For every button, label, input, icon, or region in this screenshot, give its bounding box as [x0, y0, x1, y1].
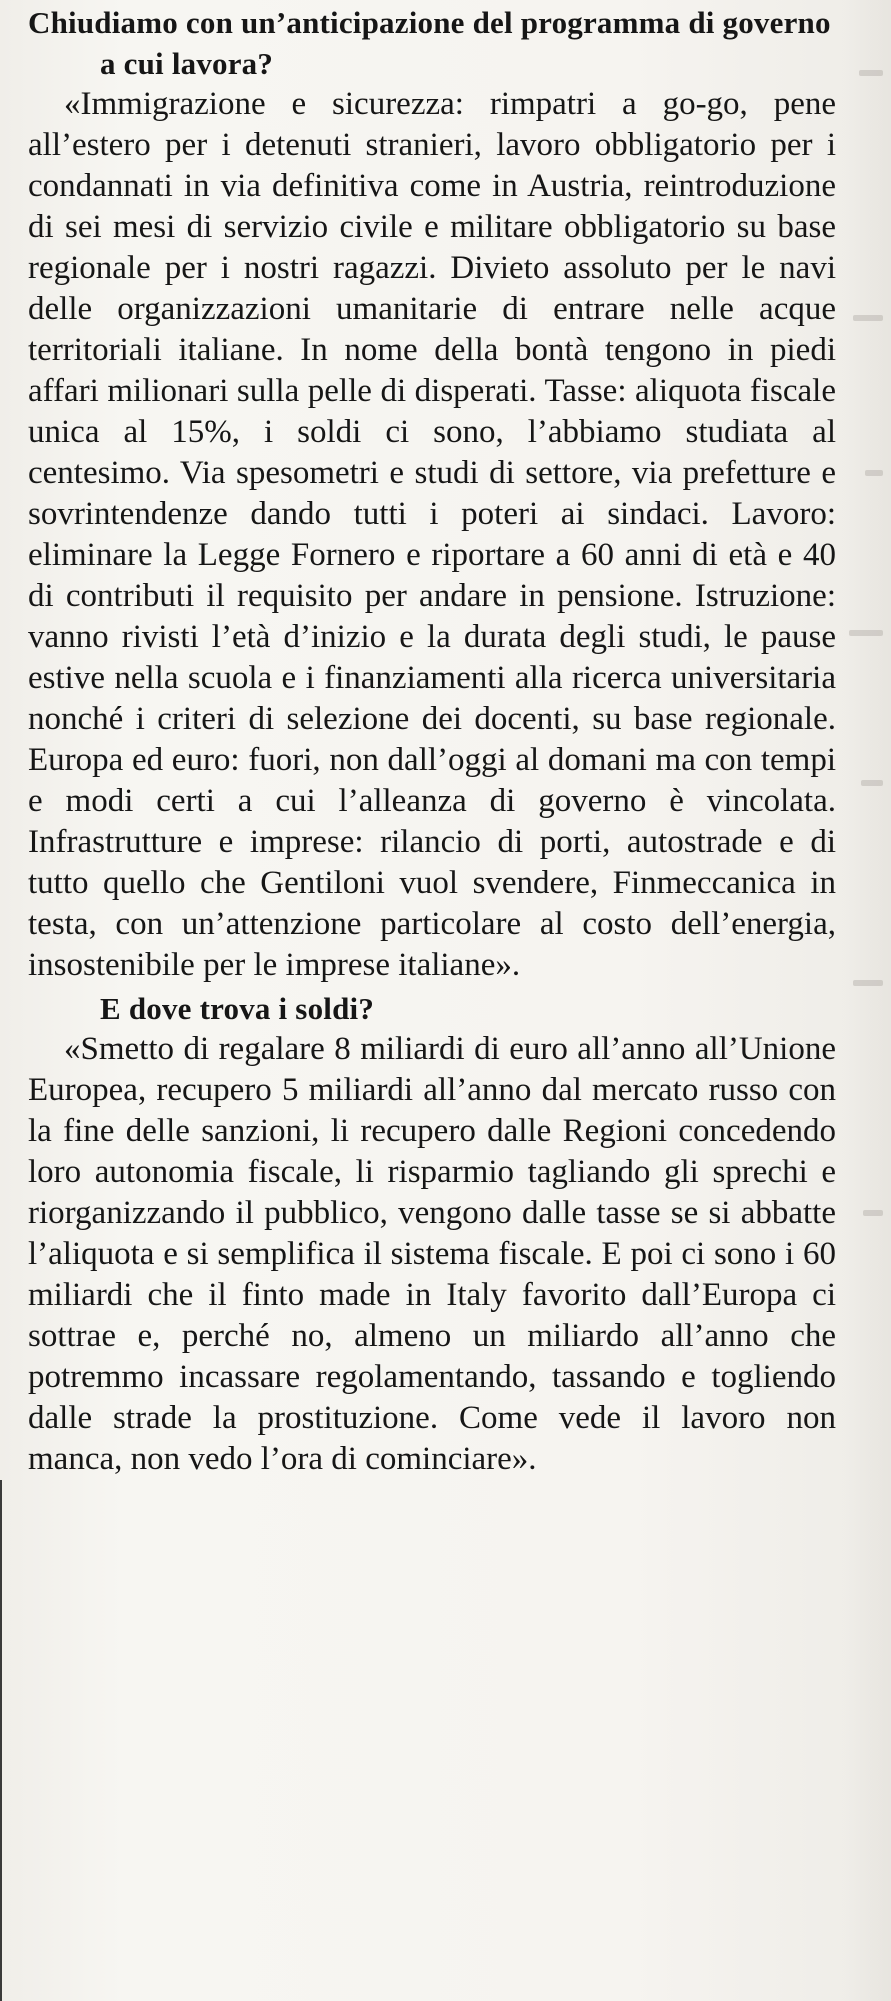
- bleed-mark: [863, 1210, 883, 1216]
- bleed-mark: [853, 980, 883, 986]
- adjacent-column-bleed: [845, 0, 891, 2001]
- bleed-mark: [859, 70, 883, 76]
- interview-answer: «Immigrazione e sicurezza: rimpatri a go-go, pene all’estero per i detenuti stranieri, lavoro obbligatorio per i condannati in via definitiva come in Austria, reintroduzione di sei mesi di servizio civile e militare obbligatorio su base regionale per i nostri ragazzi. Divieto assoluto per le navi delle organizzazioni umanitarie di entrare nelle acque territoriali italiane. In nome della bontà tengono in piedi affari milionari sulla pelle di disperati. Tasse: aliquota fiscale unica al 15%, i soldi ci sono, l’abbiamo studiata al centesimo. Via spesometri e studi di settore, via prefetture e sovrintendenze dando tutti i poteri ai sindaci. Lavoro: eliminare la Legge Fornero e riportare a 60 anni di età e 40 di contributi il requisito per andare in pensione. Istruzione: vanno rivisti l’età d’inizio e la durata degli studi, le pause estive nella scuola e i finanziamenti alla ricerca universitaria nonché i criteri di selezione dei docenti, su base regionale. Europa ed euro: fuori, non dall’oggi al domani ma con tempi e modi certi a cui l’alleanza di governo è vincolata. Infrastrutture e imprese: rilancio di porti, autostrade e di tutto quello che Gentiloni vuol svendere, Finmeccanica in testa, con un’attenzione particolare al costo dell’energia, insostenibile per le imprese italiane».: [28, 86, 836, 983]
- bleed-mark: [849, 630, 883, 636]
- interview-question: Chiudiamo con un’anticipazione del programma di governo a cui lavora?: [28, 5, 831, 81]
- bleed-mark: [853, 315, 883, 321]
- bleed-mark: [861, 780, 883, 786]
- column-rule: [0, 1480, 2, 2001]
- interview-answer: «Smetto di regalare 8 miliardi di euro all’anno all’Unione Europea, recupero 5 miliardi all’anno dal mercato russo con la fine delle sanzioni, li recupero dalle Regioni concedendo loro autonomia fiscale, li risparmio tagliando gli sprechi e riorganizzando il pubblico, vengono dalle tasse se si abbatte l’aliquota e si semplifica il sistema fiscale. E poi ci sono i 60 miliardi che il finto made in Italy favorito dall’Europa ci sottrae e, perché no, almeno un miliardo all’anno che potremmo incassare regolamentando, tassando e togliendo dalle strade la prostituzione. Come vede il lavoro non manca, non vedo l’ora di cominciare».: [28, 1031, 836, 1477]
- interview-question: E dove trova i soldi?: [100, 991, 375, 1026]
- bleed-mark: [865, 470, 883, 476]
- article-body: [28, 2, 836, 1480]
